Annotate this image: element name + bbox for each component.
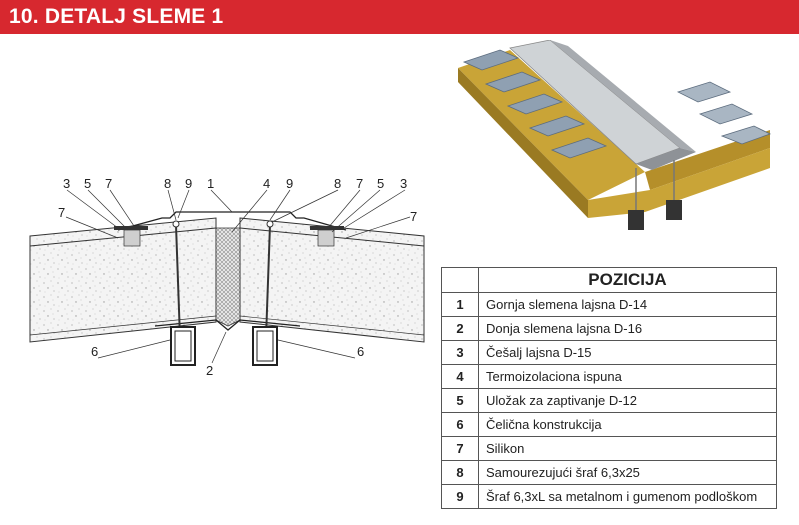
callout-5-left: 5 bbox=[84, 176, 92, 191]
ridge-3d-render bbox=[440, 40, 780, 250]
positions-table bbox=[441, 267, 777, 509]
callout-3-right: 3 bbox=[400, 176, 408, 191]
callout-9-right: 9 bbox=[286, 176, 294, 191]
right-steel-profile bbox=[253, 327, 277, 365]
callout-7-right: 7 bbox=[356, 176, 364, 191]
page-title: 10. DETALJ SLEME 1 bbox=[9, 5, 224, 28]
callout-9-left: 9 bbox=[185, 176, 193, 191]
right-seal bbox=[318, 230, 334, 246]
callout-4: 4 bbox=[263, 176, 271, 191]
callout-2: 2 bbox=[206, 363, 214, 378]
table-row: 2 Donja slemena lajsna D-16 bbox=[442, 317, 777, 341]
callout-7-side-right: 7 bbox=[410, 209, 418, 224]
table-row: 9 Šraf 6,3xL sa metalnom i gumenom podloškom bbox=[442, 485, 777, 509]
thermal-insulation-fill bbox=[216, 228, 240, 326]
table-heading: POZICIJA bbox=[479, 268, 777, 293]
table-row: 3 Češalj lajsna D-15 bbox=[442, 341, 777, 365]
callout-7-side-left: 7 bbox=[58, 205, 66, 220]
callout-6-left: 6 bbox=[91, 344, 99, 359]
table-row: 7 Silikon bbox=[442, 437, 777, 461]
callout-8-left: 8 bbox=[164, 176, 172, 191]
table-row: 8 Samourezujući šraf 6,3x25 bbox=[442, 461, 777, 485]
table-header-row bbox=[442, 268, 777, 293]
callout-6-right: 6 bbox=[357, 344, 365, 359]
title-bar bbox=[0, 0, 799, 34]
table-row: 1 Gornja slemena lajsna D-14 bbox=[442, 293, 777, 317]
callout-3-left: 3 bbox=[63, 176, 71, 191]
table-row: 5 Uložak za zaptivanje D-12 bbox=[442, 389, 777, 413]
callout-7-left: 7 bbox=[105, 176, 113, 191]
callout-1: 1 bbox=[207, 176, 215, 191]
table-row: 4 Termoizolaciona ispuna bbox=[442, 365, 777, 389]
callout-8-right: 8 bbox=[334, 176, 342, 191]
table-row: 6 Čelična konstrukcija bbox=[442, 413, 777, 437]
callout-5-right: 5 bbox=[377, 176, 385, 191]
left-seal bbox=[124, 230, 140, 246]
ridge-section-drawing bbox=[0, 34, 440, 414]
left-steel-profile bbox=[171, 327, 195, 365]
